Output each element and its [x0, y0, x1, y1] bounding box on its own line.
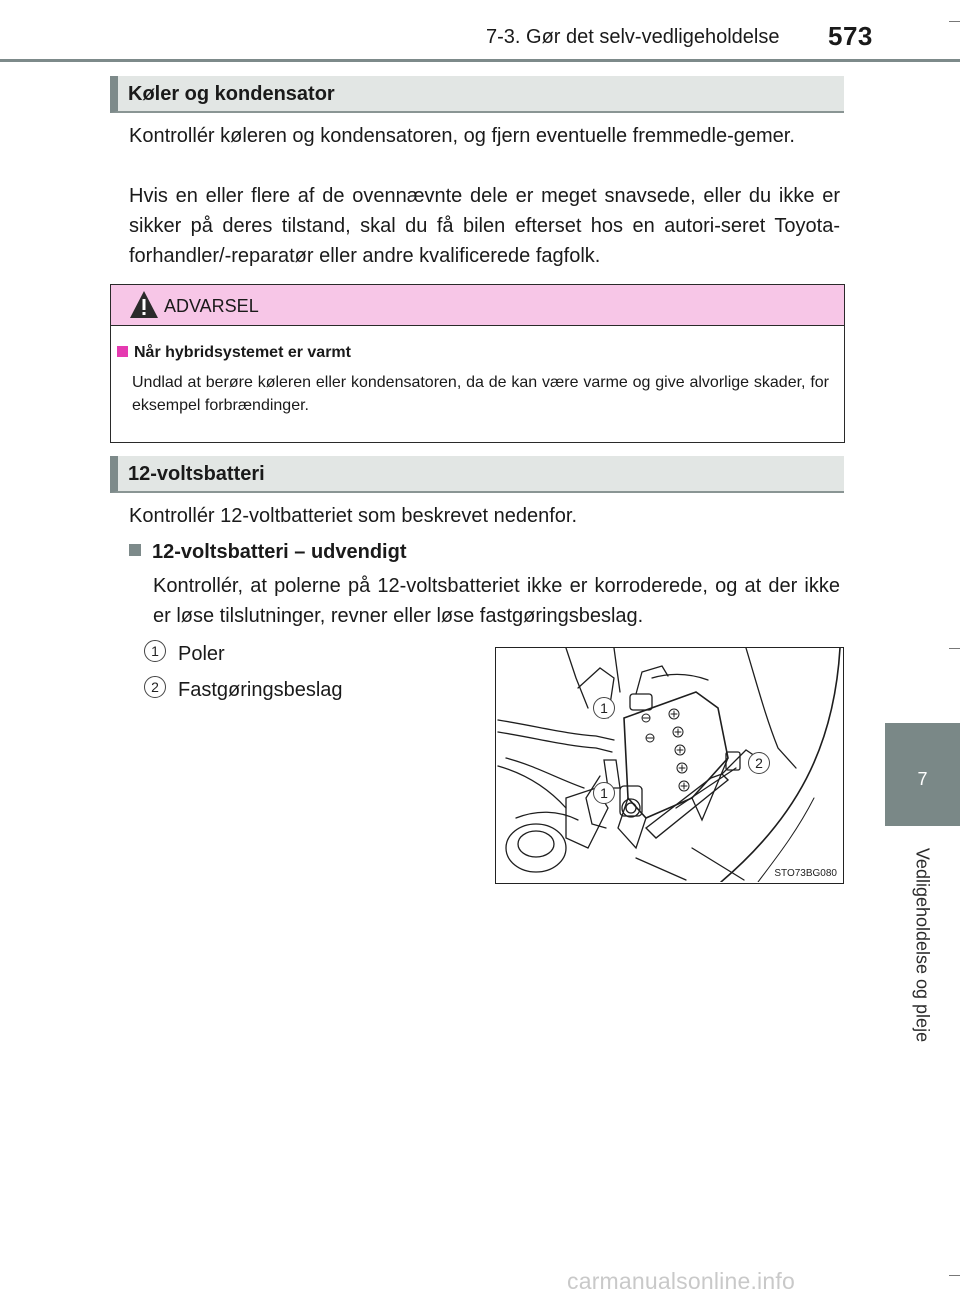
warning-box: [110, 284, 845, 443]
callout-number-badge: 1: [593, 697, 615, 719]
subheading: [129, 541, 407, 564]
warning-header: [111, 285, 844, 326]
warning-title: ADVARSEL: [164, 296, 259, 316]
crop-mark: [949, 648, 960, 649]
bullet-square-icon: [117, 346, 128, 357]
paragraph: Kontrollér, at polerne på 12-voltsbatteriet ikke er korroderede, og at der ikke er løse tilslutninger, revner eller løse fastgøringsbeslag.: [153, 575, 840, 627]
section-header-radiator: [110, 76, 844, 113]
figure-code: STO73BG080: [774, 868, 837, 879]
warning-triangle-icon: [129, 290, 159, 319]
warning-text: Undlad at berøre køleren eller kondensatoren, da de kan være varme og give alvorlige skader, for eksempel forbrændinger.: [132, 374, 829, 414]
header-rule: [0, 59, 960, 62]
page-number: 573: [828, 21, 873, 51]
callout-number-badge: 2: [748, 752, 770, 774]
legend-label: Poler: [178, 643, 225, 665]
subheading-text: 12-voltsbatteri – udvendigt: [152, 541, 407, 563]
callout-number-badge: 1: [593, 782, 615, 804]
watermark: carmanualsonline.info: [567, 1268, 795, 1294]
paragraph: Hvis en eller flere af de ovennævnte dele er meget snavsede, eller du ikke er sikker på deres tilstand, skal du få bilen efterset hos en autori-seret Toyota-forhandler/-reparatør eller andre kvalificerede fagfolk.: [129, 185, 840, 267]
legend-number-badge: 1: [144, 640, 166, 662]
legend-number-badge: 2: [144, 676, 166, 698]
paragraph: Kontrollér køleren og kondensatoren, og fjern eventuelle fremmedle-gemer.: [129, 125, 795, 147]
battery-illustration: [495, 647, 844, 884]
paragraph: Kontrollér 12-voltbatteriet som beskrevet nedenfor.: [129, 505, 578, 527]
legend-label: Fastgøringsbeslag: [178, 679, 343, 701]
chapter-title: Vedligeholdelse og pleje: [912, 847, 933, 1043]
engine-bay-drawing: [496, 648, 842, 882]
bullet-square-icon: [129, 544, 141, 556]
section-title: 12-voltsbatteri: [128, 463, 265, 485]
crop-mark: [949, 1275, 960, 1276]
warning-subtitle-text: Når hybridsystemet er varmt: [134, 344, 351, 361]
section-title: Køler og kondensator: [128, 83, 335, 105]
chapter-number: 7: [917, 769, 928, 789]
section-header-battery: [110, 456, 844, 493]
crop-mark: [949, 21, 960, 22]
warning-subtitle: [117, 344, 351, 362]
running-header-section: 7-3. Gør det selv-vedligeholdelse: [486, 26, 780, 48]
